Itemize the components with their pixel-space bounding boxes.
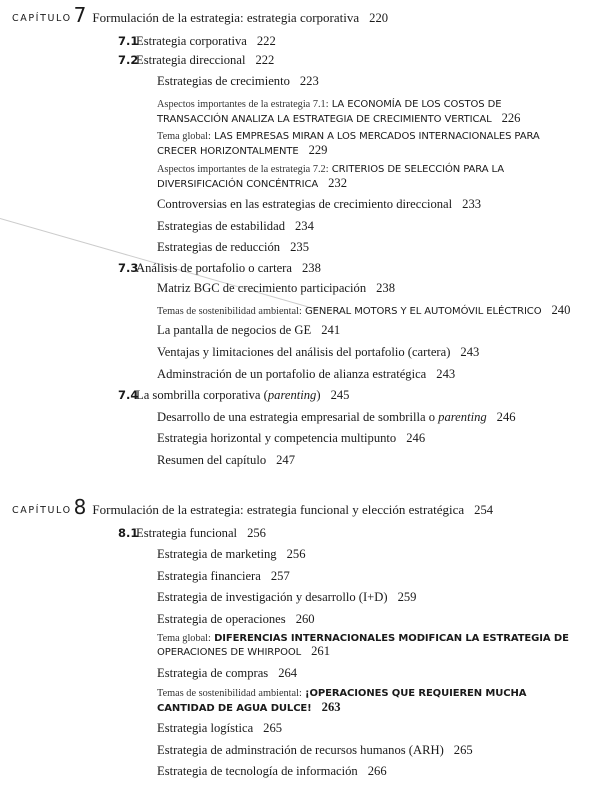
chapter-label: CAPÍTULO [12, 505, 72, 516]
entry-title: Estrategias de reducción [157, 240, 281, 254]
page-number: 246 [496, 410, 516, 424]
page-number: 243 [460, 345, 480, 359]
toc-entry[interactable] [157, 721, 282, 736]
toc-feature-entry[interactable] [157, 161, 504, 177]
entry-title: Estrategia corporativa [136, 34, 247, 48]
toc-entry[interactable] [157, 197, 481, 212]
toc-entry[interactable] [157, 453, 295, 468]
page-number: 245 [330, 388, 350, 402]
page-number: 265 [263, 721, 283, 735]
toc-entry[interactable] [157, 345, 479, 360]
entry-title: La sombrilla corporativa ( [136, 388, 268, 402]
feature-title: GENERAL MOTORS Y EL AUTOMÓVIL ELÉCTRICO [305, 306, 542, 317]
page-number: 257 [270, 569, 290, 583]
toc-section-7-4[interactable] [118, 388, 349, 403]
entry-title: Estrategia horizontal y competencia multipunto [157, 431, 397, 445]
entry-title: Estrategia funcional [136, 526, 238, 540]
section-number: 7.4 [118, 388, 139, 402]
feature-prefix: Tema global: [157, 131, 211, 142]
entry-title: La pantalla de negocios de GE [157, 323, 312, 337]
page-number: 246 [406, 431, 426, 445]
chapter-title: Formulación de la estrategia: estrategia corporativa [92, 10, 360, 25]
feature-title: DIVERSIFICACIÓN CONCÉNTRICA [157, 179, 319, 190]
entry-title: Estrategia de tecnología de información [157, 764, 358, 778]
entry-title: Estrategia de investigación y desarrollo (I+D) [157, 590, 388, 604]
toc-section-7-3[interactable] [118, 261, 321, 276]
feature-title: CANTIDAD DE AGUA DULCE! [157, 703, 312, 714]
entry-title: Ventajas y limitaciones del análisis del portafolio (cartera) [157, 345, 451, 359]
page-number: 238 [301, 261, 321, 275]
toc-entry[interactable] [157, 569, 290, 584]
page-number: 222 [255, 53, 275, 67]
toc-entry[interactable] [157, 219, 314, 234]
feature-title: DIFERENCIAS INTERNACIONALES MODIFICAN LA ESTRATEGIA DE [214, 633, 569, 644]
entry-title: Desarrollo de una estrategia empresarial de sombrilla o [157, 410, 439, 424]
toc-entry[interactable] [157, 743, 473, 758]
chapter-label: CAPÍTULO [12, 13, 72, 24]
page-number: 260 [295, 612, 315, 626]
entry-title: Estrategia de operaciones [157, 612, 286, 626]
toc-feature-entry-cont[interactable] [157, 143, 327, 159]
feature-title: TRANSACCIÓN ANALIZA LA ESTRATEGIA DE CRECIMIENTO VERTICAL [157, 114, 492, 125]
toc-feature-entry[interactable] [157, 128, 540, 144]
feature-prefix: Temas de sostenibilidad ambiental: [157, 688, 302, 699]
entry-title: Estrategias de crecimiento [157, 74, 290, 88]
entry-title: Controversias en las estrategias de crecimiento direccional [157, 197, 453, 211]
feature-title: CRITERIOS DE SELECCIÓN PARA LA [331, 164, 504, 175]
page-number: 247 [276, 453, 296, 467]
toc-feature-entry[interactable] [157, 685, 526, 701]
toc-feature-entry-cont[interactable] [157, 700, 341, 716]
page-number: 243 [436, 367, 456, 381]
section-number: 7.2 [118, 53, 139, 67]
entry-title: Adminstración de un portafolio de alianza estratégica [157, 367, 427, 381]
toc-section-7-2[interactable] [118, 53, 274, 68]
entry-title: Resumen del capítulo [157, 453, 267, 467]
page-number: 220 [369, 11, 389, 25]
toc-entry[interactable] [157, 323, 340, 338]
page-number: 223 [299, 74, 319, 88]
entry-title: Análisis de portafolio o cartera [136, 261, 292, 275]
page-number: 254 [474, 503, 494, 517]
entry-title-end: ) [316, 388, 321, 402]
toc-feature-entry[interactable] [157, 303, 570, 319]
toc-feature-entry-cont[interactable] [157, 644, 330, 660]
feature-title: CRECER HORIZONTALMENTE [157, 146, 299, 157]
toc-entry[interactable] [157, 590, 416, 605]
entry-title: Estrategia financiera [157, 569, 261, 583]
page-number: 234 [295, 219, 314, 233]
page-number: 259 [397, 590, 417, 604]
section-number: 7.3 [118, 261, 139, 275]
toc-entry[interactable] [157, 612, 315, 627]
toc-entry[interactable] [157, 431, 425, 446]
toc-section-7-1[interactable] [118, 34, 276, 49]
entry-title: Estrategia de compras [157, 666, 269, 680]
chapter-8-heading[interactable] [12, 495, 494, 519]
toc-entry[interactable] [157, 240, 309, 255]
toc-entry[interactable] [157, 764, 387, 779]
page-number: 222 [256, 34, 276, 48]
toc-entry[interactable] [157, 367, 455, 382]
page-number: 238 [376, 281, 396, 295]
section-number: 7.1 [118, 34, 139, 48]
page-number: 256 [286, 547, 306, 561]
entry-title: Estrategia de adminstración de recursos humanos (ARH) [157, 743, 444, 757]
page-number: 226 [501, 111, 521, 125]
toc-entry[interactable] [157, 410, 516, 425]
page-number: 241 [321, 323, 341, 337]
toc-entry[interactable] [157, 74, 319, 89]
feature-prefix: Tema global: [157, 633, 211, 644]
toc-entry[interactable] [157, 666, 297, 681]
feature-title: LAS EMPRESAS MIRAN A LOS MERCADOS INTERNACIONALES PARA [214, 131, 540, 142]
page-number: 264 [278, 666, 298, 680]
page-number: 265 [453, 743, 473, 757]
entry-title: Matriz BGC de crecimiento participación [157, 281, 367, 295]
page-number: 229 [308, 143, 328, 157]
page-number: 240 [551, 303, 571, 317]
toc-entry[interactable] [157, 547, 305, 562]
entry-title: Estrategias de estabilidad [157, 219, 285, 233]
toc-feature-entry-cont[interactable] [157, 176, 347, 192]
toc-section-8-1[interactable] [118, 526, 266, 541]
page-number: 233 [462, 197, 482, 211]
page-number: 266 [367, 764, 387, 778]
chapter-number: 8 [73, 495, 87, 519]
toc-entry[interactable] [157, 281, 395, 296]
page-number: 256 [247, 526, 266, 540]
page-number: 235 [290, 240, 309, 254]
toc-feature-entry[interactable] [157, 96, 501, 112]
feature-title: ¡OPERACIONES QUE REQUIEREN MUCHA [305, 688, 527, 699]
feature-prefix: Temas de sostenibilidad ambiental: [157, 306, 302, 317]
feature-title: LA ECONOMÍA DE LOS COSTOS DE [331, 99, 502, 110]
page-number: 232 [328, 176, 347, 190]
entry-title: Estrategia de marketing [157, 547, 277, 561]
entry-title-italic: parenting [267, 388, 317, 402]
feature-prefix: Aspectos importantes de la estrategia 7.2: [157, 164, 329, 175]
entry-title: Estrategia direccional [136, 53, 246, 67]
chapter-title: Formulación de la estrategia: estrategia funcional y elección estratégica [92, 502, 465, 517]
section-number: 8.1 [118, 526, 139, 540]
entry-title: Estrategia logística [157, 721, 254, 735]
toc-feature-entry-cont[interactable] [157, 111, 520, 127]
chapter-number: 7 [73, 3, 87, 27]
feature-title: OPERACIONES DE WHIRPOOL [157, 647, 302, 658]
page-number: 261 [311, 644, 330, 658]
entry-title-italic: parenting [438, 410, 487, 424]
chapter-7-heading[interactable] [12, 3, 389, 27]
feature-prefix: Aspectos importantes de la estrategia 7.1: [157, 99, 329, 110]
page-number: 263 [321, 700, 341, 714]
